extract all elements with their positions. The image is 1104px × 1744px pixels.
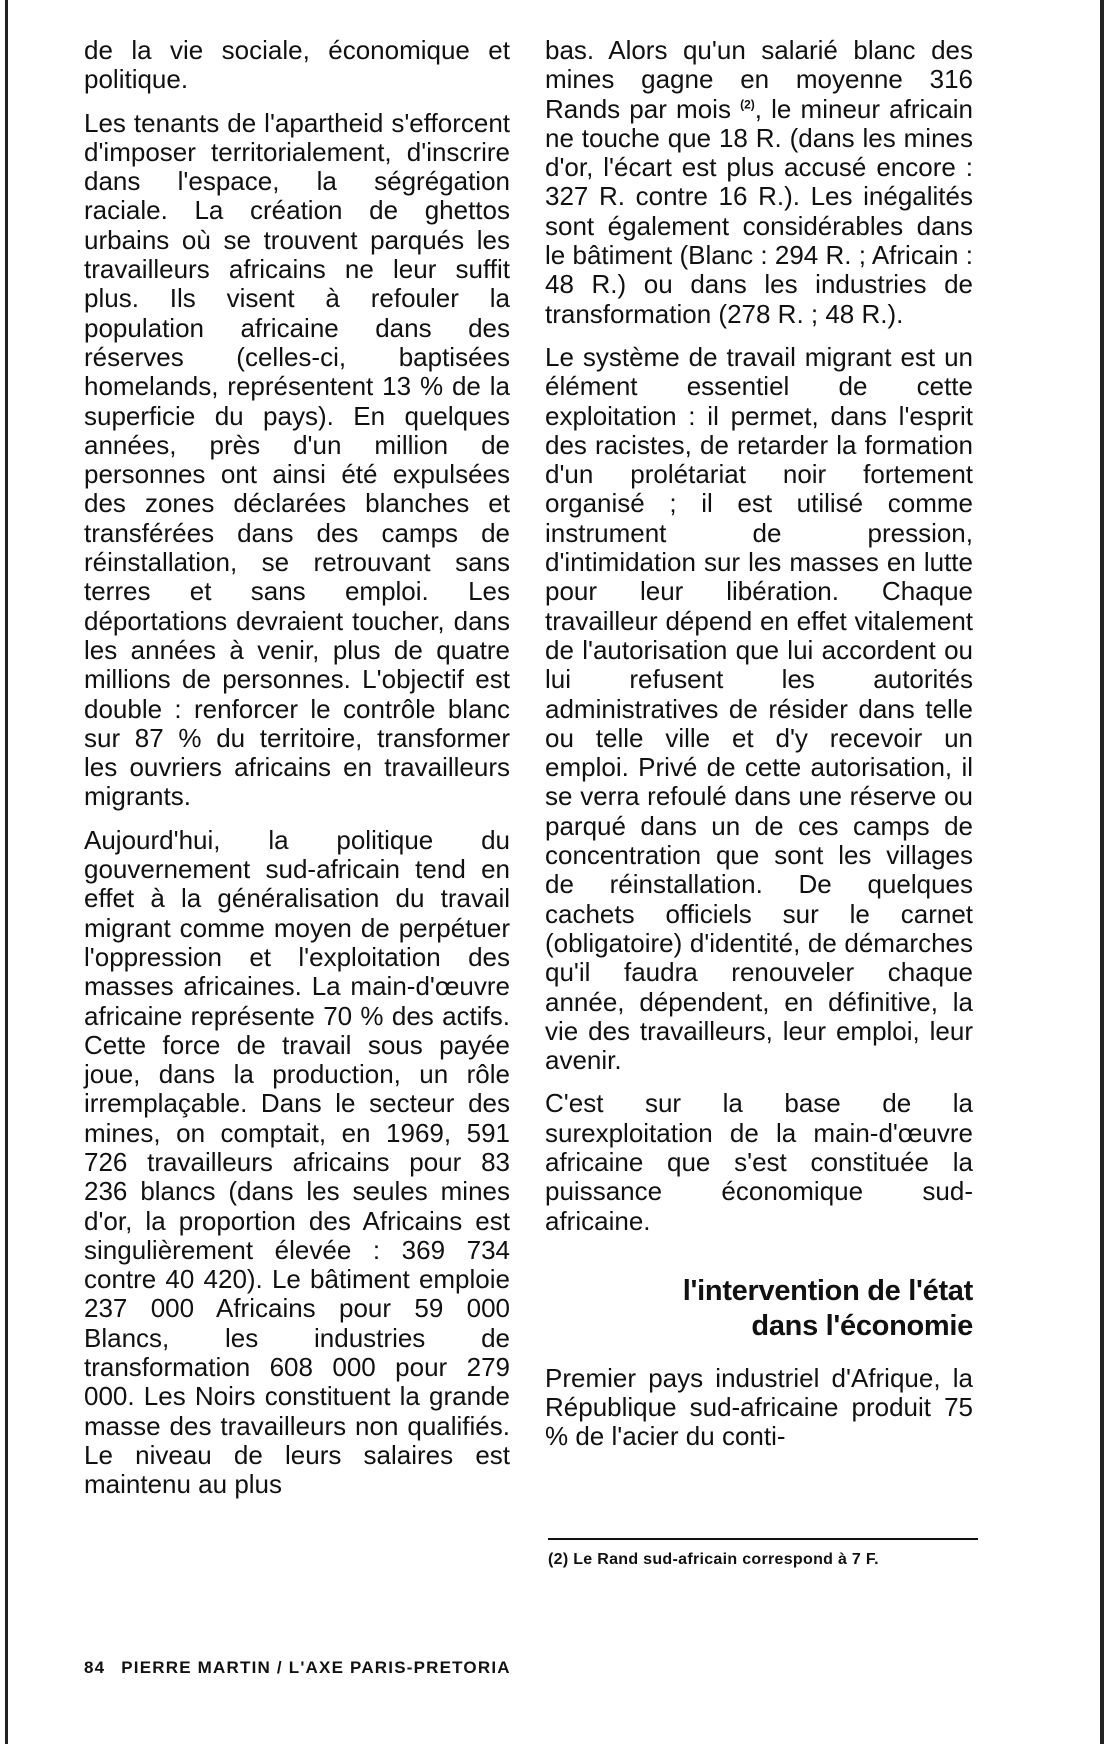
footnote-divider <box>548 1538 978 1540</box>
paragraph: Aujourd'hui, la politique du gouvernement sud-africain tend en effet à la généralisation du travail migrant comme moyen de perpétuer l'oppression et l'exploitation des masses africaines. La main-d'œuvre africaine représente 70 % des actifs. Cette force de travail sous payée joue, dans la production, un rôle irremplaçable. Dans le secteur des mines, on comptait, en 1969, 591 726 travailleurs africains pour 83 236 blancs (dans les seules mines d'or, la proportion des Africains est singulièrement élevée : 369 734 contre 40 420). Le bâtiment emploie 237 000 Africains pour 59 000 Blancs, les industries de transformation 608 000 pour 279 000. Les Noirs constituent la grande masse des travailleurs non qualifiés. Le niveau de leurs salaires est maintenu au plus <box>84 824 510 1500</box>
page-edge-left <box>5 0 8 1744</box>
footnote: (2) Le Rand sud-africain correspond à 7 F. <box>548 1551 879 1568</box>
paragraph-with-footnote-ref <box>545 36 973 329</box>
paragraph: Premier pays industriel d'Afrique, la République sud-africaine produit 75 % de l'acier du conti- <box>545 1362 973 1452</box>
right-column <box>545 36 973 1466</box>
running-title: PIERRE MARTIN / L'AXE PARIS-PRETORIA <box>121 1658 511 1677</box>
page-footer <box>84 1658 511 1678</box>
page-number: 84 <box>84 1658 106 1677</box>
section-heading-line: l'intervention de l'état <box>682 1274 973 1307</box>
footnote-reference: (2) <box>740 96 755 111</box>
paragraph: Le système de travail migrant est un élément essentiel de cette exploitation : il permet, dans l'esprit des racistes, de retarder la formation d'un prolétariat noir fortement organisé ; il est utilisé comme instrument de pression, d'intimidation sur les masses en lutte pour leur libération. Chaque travailleur dépend en effet vitalement de l'autorisation que lui accordent ou lui refusent les autorités administratives de résider dans telle ou telle ville et d'y recevoir un emploi. Privé de cette autorisation, il se verra refoulé dans une réserve ou parqué dans un de ces camps de concentration que sont les villages de réinstallation. De quelques cachets officiels sur le carnet (obligatoire) d'identité, de démarches qu'il faudra renouveler chaque année, dépendent, en définitive, la vie des travailleurs, leur emploi, leur avenir. <box>545 341 973 1076</box>
left-column <box>84 36 510 1514</box>
section-heading <box>545 1274 973 1344</box>
paragraph: Les tenants de l'apartheid s'efforcent d'imposer territorialement, d'inscrire dans l'espace, la ségrégation raciale. La création de ghettos urbains où se trouvent parqués les travailleurs africains ne leur suffit plus. Ils visent à refouler la population africaine dans des réserves (celles-ci, baptisées homelands, représentent 13 % de la superficie du pays). En quelques années, près d'un million de personnes ont ainsi été expulsées des zones déclarées blanches et transférées dans des camps de réinstallation, se retrouvant sans terres et sans emploi. Les déportations devraient toucher, dans les années à venir, plus de quatre millions de personnes. L'objectif est double : renforcer le contrôle blanc sur 87 % du territoire, transformer les ouvriers africains en travailleurs migrants. <box>84 107 510 812</box>
paragraph-text: , le mineur africain ne touche que 18 R. (dans les mines d'or, l'écart est plus accusé encore : 327 R. contre 16 R.). Les inégalités sont également considérables dans le bâtiment (Blanc : 294 R. ; Africain : 48 R.) ou dans les industries de transformation (278 R. ; 48 R.). <box>545 93 973 329</box>
page-edge-right <box>1100 0 1104 1744</box>
paragraph-text: bas. Alors qu'un salarié blanc des mines gagne en moyenne 316 Rands par mois <box>545 35 973 124</box>
section-heading-line: dans l'économie <box>751 1309 973 1342</box>
paragraph: de la vie sociale, économique et politique. <box>84 35 510 95</box>
paragraph: C'est sur la base de la surexploitation de la main-d'œuvre africaine que s'est constituée la puissance économique sud-africaine. <box>545 1088 973 1236</box>
